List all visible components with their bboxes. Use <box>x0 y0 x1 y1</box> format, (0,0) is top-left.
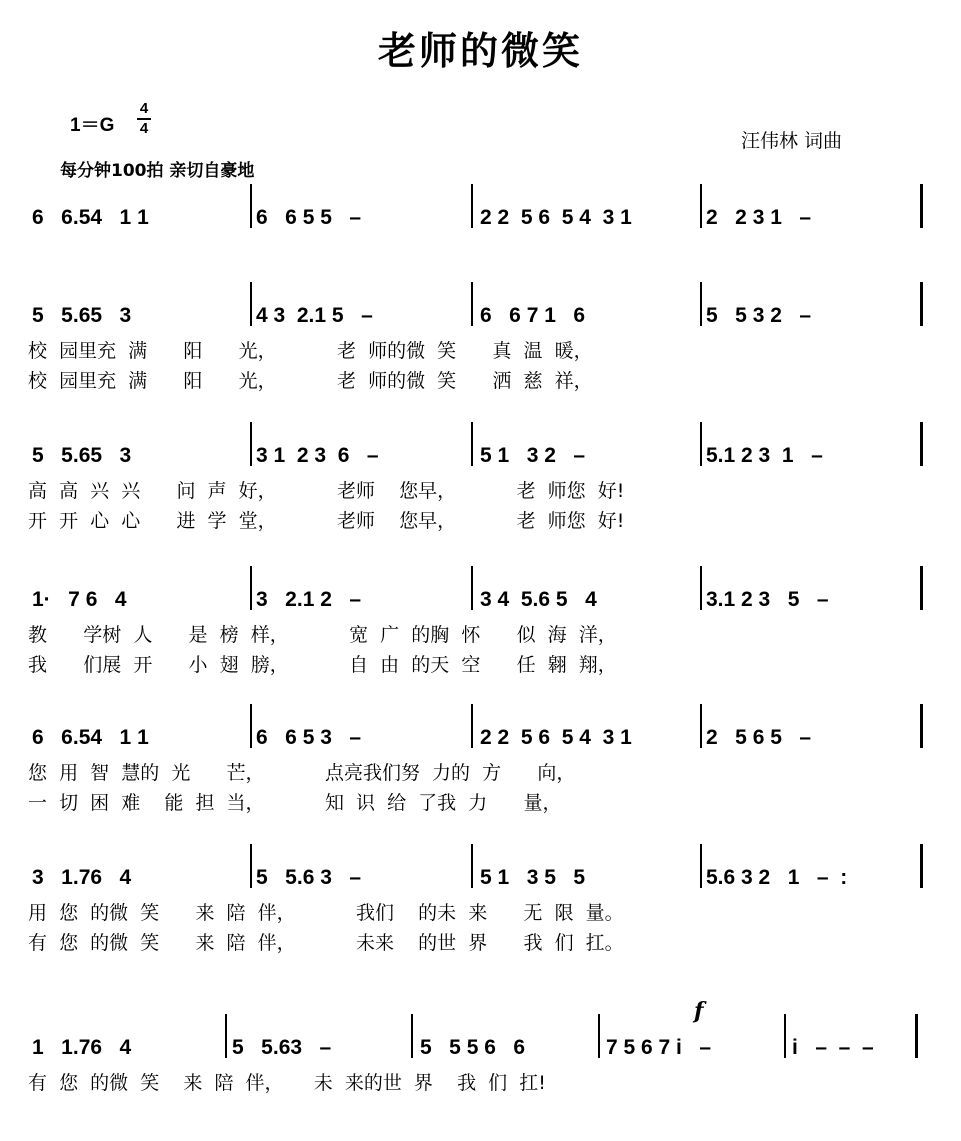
composer-credit: 汪伟林 词曲 <box>741 130 843 152</box>
lyric-line: 一 切 困 难 能 担 当， 知 识 给 了我 力 量， <box>28 792 562 814</box>
barline <box>700 566 702 610</box>
lyric-line: 高 高 兴 兴 问 声 好， 老师 您早， 老 师您 好! <box>28 480 625 502</box>
tempo-marking: 每分钟100拍 亲切自豪地 <box>60 161 255 181</box>
barline <box>250 566 252 610</box>
barline <box>700 422 702 466</box>
time-signature <box>137 101 151 137</box>
barline <box>598 1014 600 1058</box>
barline <box>250 184 252 228</box>
measure: 6 6 7 1 6 <box>480 304 586 327</box>
measure: 3 2.1 2 – <box>256 588 362 611</box>
barline <box>225 1014 227 1058</box>
measure: 5 1 3 2 – <box>480 444 586 467</box>
lyric-line: 您 用 智 慧的 光 芒， 点亮我们努 力的 方 向， <box>28 762 576 784</box>
measure: 5 5.6 3 – <box>256 866 362 889</box>
barline <box>915 1014 918 1058</box>
measure: 3.1 2 3 5 – <box>706 588 829 611</box>
measure: i – – – <box>792 1036 874 1059</box>
measure: 2 2 5 6 5 4 3 1 <box>480 726 632 749</box>
measure: 7 5 6 7 i – <box>606 1036 712 1059</box>
barline <box>784 1014 786 1058</box>
lyric-line: 校 园里充 满 阳 光， 老 师的微 笑 真 温 暖， <box>28 340 593 362</box>
barline <box>471 184 473 228</box>
time-signature-bottom: 4 <box>139 120 149 137</box>
measure: 3 1.76 4 <box>32 866 132 889</box>
barline <box>920 422 923 466</box>
barline <box>700 704 702 748</box>
lyric-line: 用 您 的微 笑 来 陪 伴， 我们 的未 来 无 限 量。 <box>28 902 624 924</box>
lyric-line: 校 园里充 满 阳 光， 老 师的微 笑 洒 慈 祥， <box>28 370 593 392</box>
barline <box>920 282 923 326</box>
measure: 1· 7 6 4 <box>32 588 127 611</box>
song-title: 老师的微笑 <box>377 28 583 73</box>
measure: 5 5.65 3 <box>32 304 132 327</box>
barline <box>700 844 702 888</box>
measure: 2 2 3 1 – <box>706 206 812 229</box>
measure: 2 2 5 6 5 4 3 1 <box>480 206 632 229</box>
lyric-line: 有 您 的微 笑 来 陪 伴， 未 来的世 界 我 们 扛! <box>28 1072 546 1094</box>
barline <box>471 704 473 748</box>
measure: 3 1 2 3 6 – <box>256 444 379 467</box>
measure: 1 1.76 4 <box>32 1036 132 1059</box>
dynamic-forte: f <box>694 998 704 1024</box>
barline <box>471 566 473 610</box>
time-signature-top: 4 <box>139 100 149 117</box>
barline <box>920 704 923 748</box>
barline <box>920 184 923 228</box>
lyric-line: 我 们展 开 小 翅 膀， 自 由 的天 空 任 翱 翔， <box>28 654 617 676</box>
measure: 2 5 6 5 – <box>706 726 812 749</box>
barline <box>920 844 923 888</box>
barline <box>471 282 473 326</box>
barline <box>700 282 702 326</box>
lyric-line: 有 您 的微 笑 来 陪 伴， 未来 的世 界 我 们 扛。 <box>28 932 624 954</box>
lyric-line: 开 开 心 心 进 学 堂， 老师 您早， 老 师您 好! <box>28 510 625 532</box>
measure: 5.1 2 3 1 – <box>706 444 823 467</box>
barline <box>920 566 923 610</box>
measure: 5 5 5 6 6 <box>420 1036 526 1059</box>
barline <box>250 704 252 748</box>
measure: 5 5.63 – <box>232 1036 332 1059</box>
barline <box>250 282 252 326</box>
key-signature: 1＝G <box>70 115 115 136</box>
measure: 5 1 3 5 5 <box>480 866 586 889</box>
lyric-line: 教 学树 人 是 榜 样， 宽 广 的胸 怀 似 海 洋， <box>28 624 617 646</box>
measure: 6 6.54 1 1 <box>32 206 149 229</box>
measure: 6 6 5 3 – <box>256 726 362 749</box>
barline <box>471 844 473 888</box>
barline <box>411 1014 413 1058</box>
barline <box>250 422 252 466</box>
measure: 4 3 2.1 5 – <box>256 304 373 327</box>
measure: 5 5 3 2 – <box>706 304 812 327</box>
barline <box>471 422 473 466</box>
barline <box>250 844 252 888</box>
measure: 6 6.54 1 1 <box>32 726 149 749</box>
measure: 5.6 3 2 1 – : <box>706 866 848 889</box>
measure: 5 5.65 3 <box>32 444 132 467</box>
measure: 3 4 5.6 5 4 <box>480 588 597 611</box>
barline <box>700 184 702 228</box>
measure: 6 6 5 5 – <box>256 206 362 229</box>
